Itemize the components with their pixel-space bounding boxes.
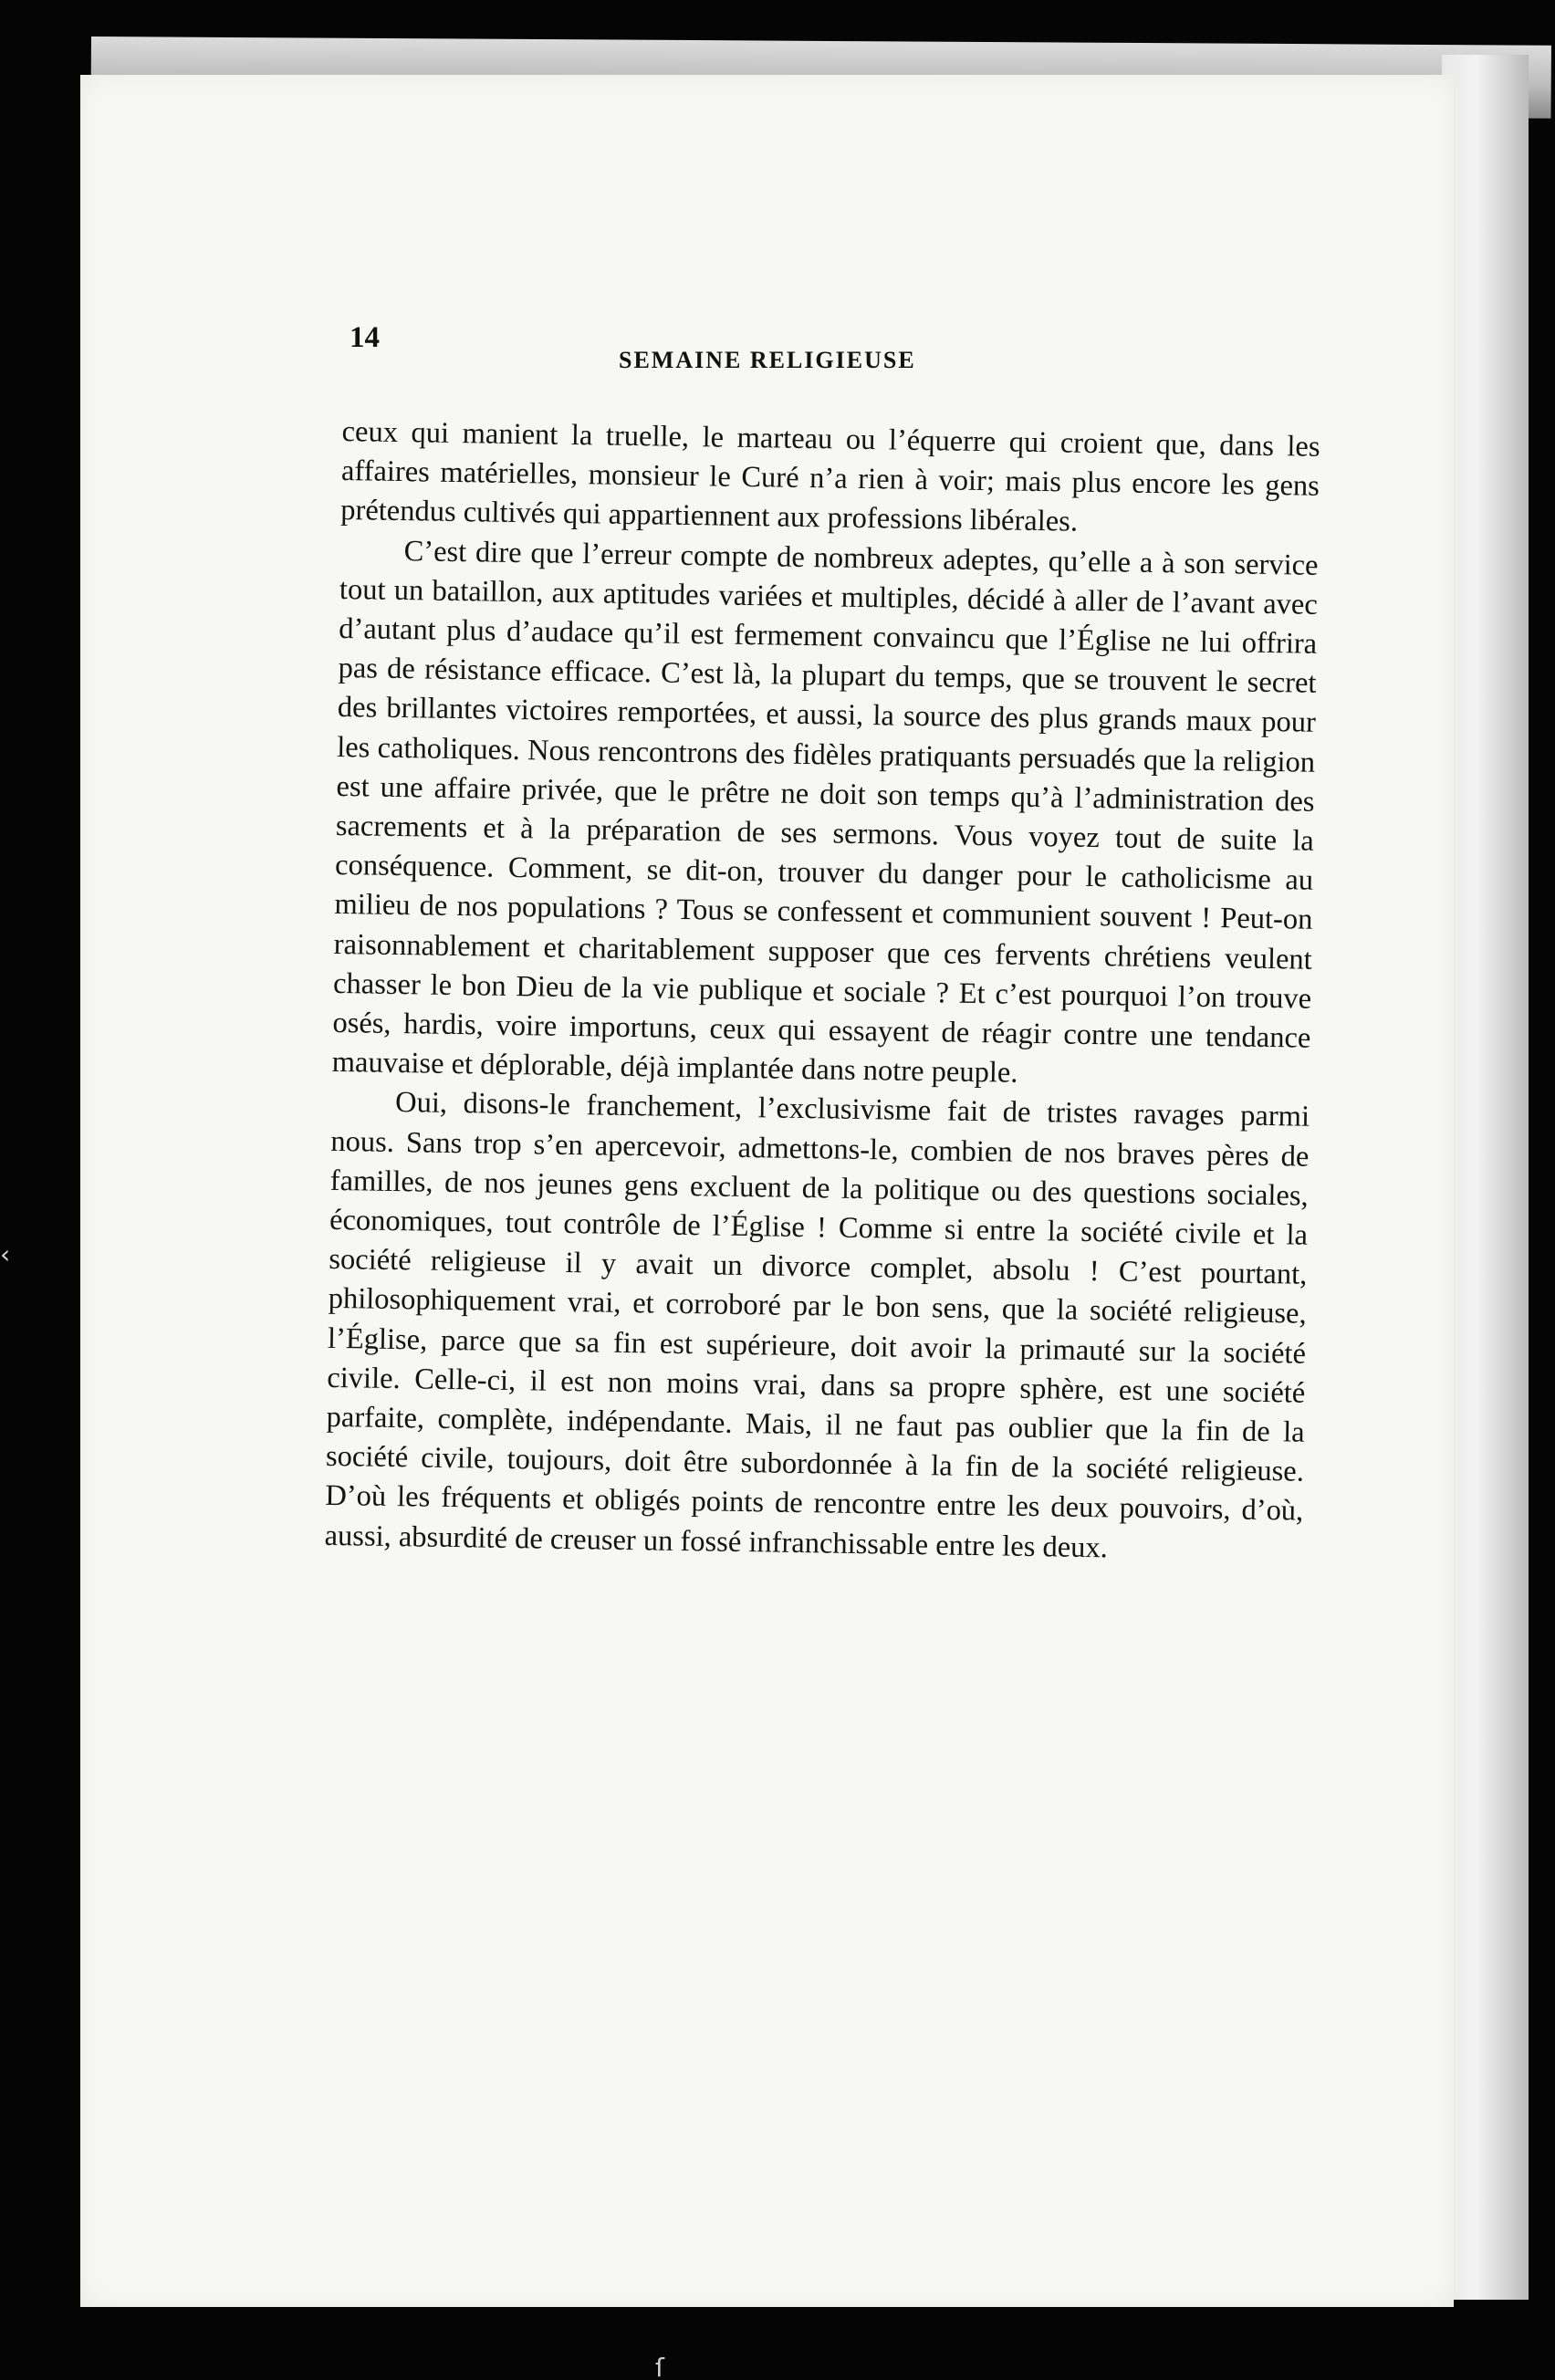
page-header [269, 321, 1319, 376]
running-head: SEMAINE RELIGIEUSE [619, 347, 916, 373]
left-edge-mark: ‹ [0, 1239, 11, 1269]
paragraph-erreur: C’est dire que l’erreur compte de nombreux adeptes, qu’elle a à son service tout un bataillon, aux aptitudes variées et multiples, décidé à aller de l’avant avec d’autant plus d’audace qu’il est fermement convaincu que l’Église ne lui offrira pas de résistance efficace. C’est là, la plupart du temps, que se trouvent le secret des brillantes victoires remportées, et aussi, la source des plus grands maux pour les catholiques. Nous rencontrons des fidèles pratiquants persuadés que la religion est une affaire privée, que le prêtre ne doit son temps qu’à l’administration des sacrements et à la préparation de ses sermons. Vous voyez tout de suite la conséquence. Comment, se dit-on, trouver du danger pour le catholicisme au milieu de nos populations ? Tous se confessent et communient souvent ! Peut-on raisonnablement et charitablement supposer que ces fervents chrétiens veulent chasser le bon Dieu de la vie publique et sociale ? Et c’est pourquoi l’on trouve osés, hardis, voire importuns, ceux qui essayent de réagir contre une tendance mauvaise et déplorable, déjà implantée dans notre peuple. [331, 534, 1319, 1090]
paragraph-continuation: ceux qui manient la truelle, le marteau ou l’équerre qui croient que, dans les affaires matérielles, monsieur le Curé n’a rien à voir; mais plus encore les gens prétendus cultivés qui appartiennent aux professions libérales. [340, 414, 1320, 539]
bottom-edge-mark: ſ [655, 2353, 664, 2380]
paragraph-exclusivisme: Oui, disons-le franchement, l’exclusivisme fait de tristes ravages parmi nous. Sans trop s’en apercevoir, admettons-le, combien de nos braves pères de familles, de nos jeunes gens excluent de la politique ou des questions sociales, économiques, tout contrôle de l’Église ! Comme si entre la société civile et la société religieuse il y avait un divorce complet, absolu ! C’est pourtant, philosophiquement vrai, et corroboré par le bon sens, que la société religieuse, l’Église, parce que sa fin est supérieure, doit avoir la primauté sur la société civile. Celle-ci, il est non moins vrai, dans sa propre sphère, est une société parfaite, complète, indépendante. Mais, il ne faut pas oublier que la fin de la société civile, toujours, doit être subordonnée à la fin de la société religieuse. D’où les fréquents et obligés points de rencontre entre les deux pouvoirs, d’où, aussi, absurdité de creuser un fossé infranchissable entre les deux. [324, 1086, 1310, 1565]
page-fold-shadow [1442, 55, 1529, 2300]
page-number: 14 [350, 321, 380, 354]
body-text [324, 412, 1320, 1571]
